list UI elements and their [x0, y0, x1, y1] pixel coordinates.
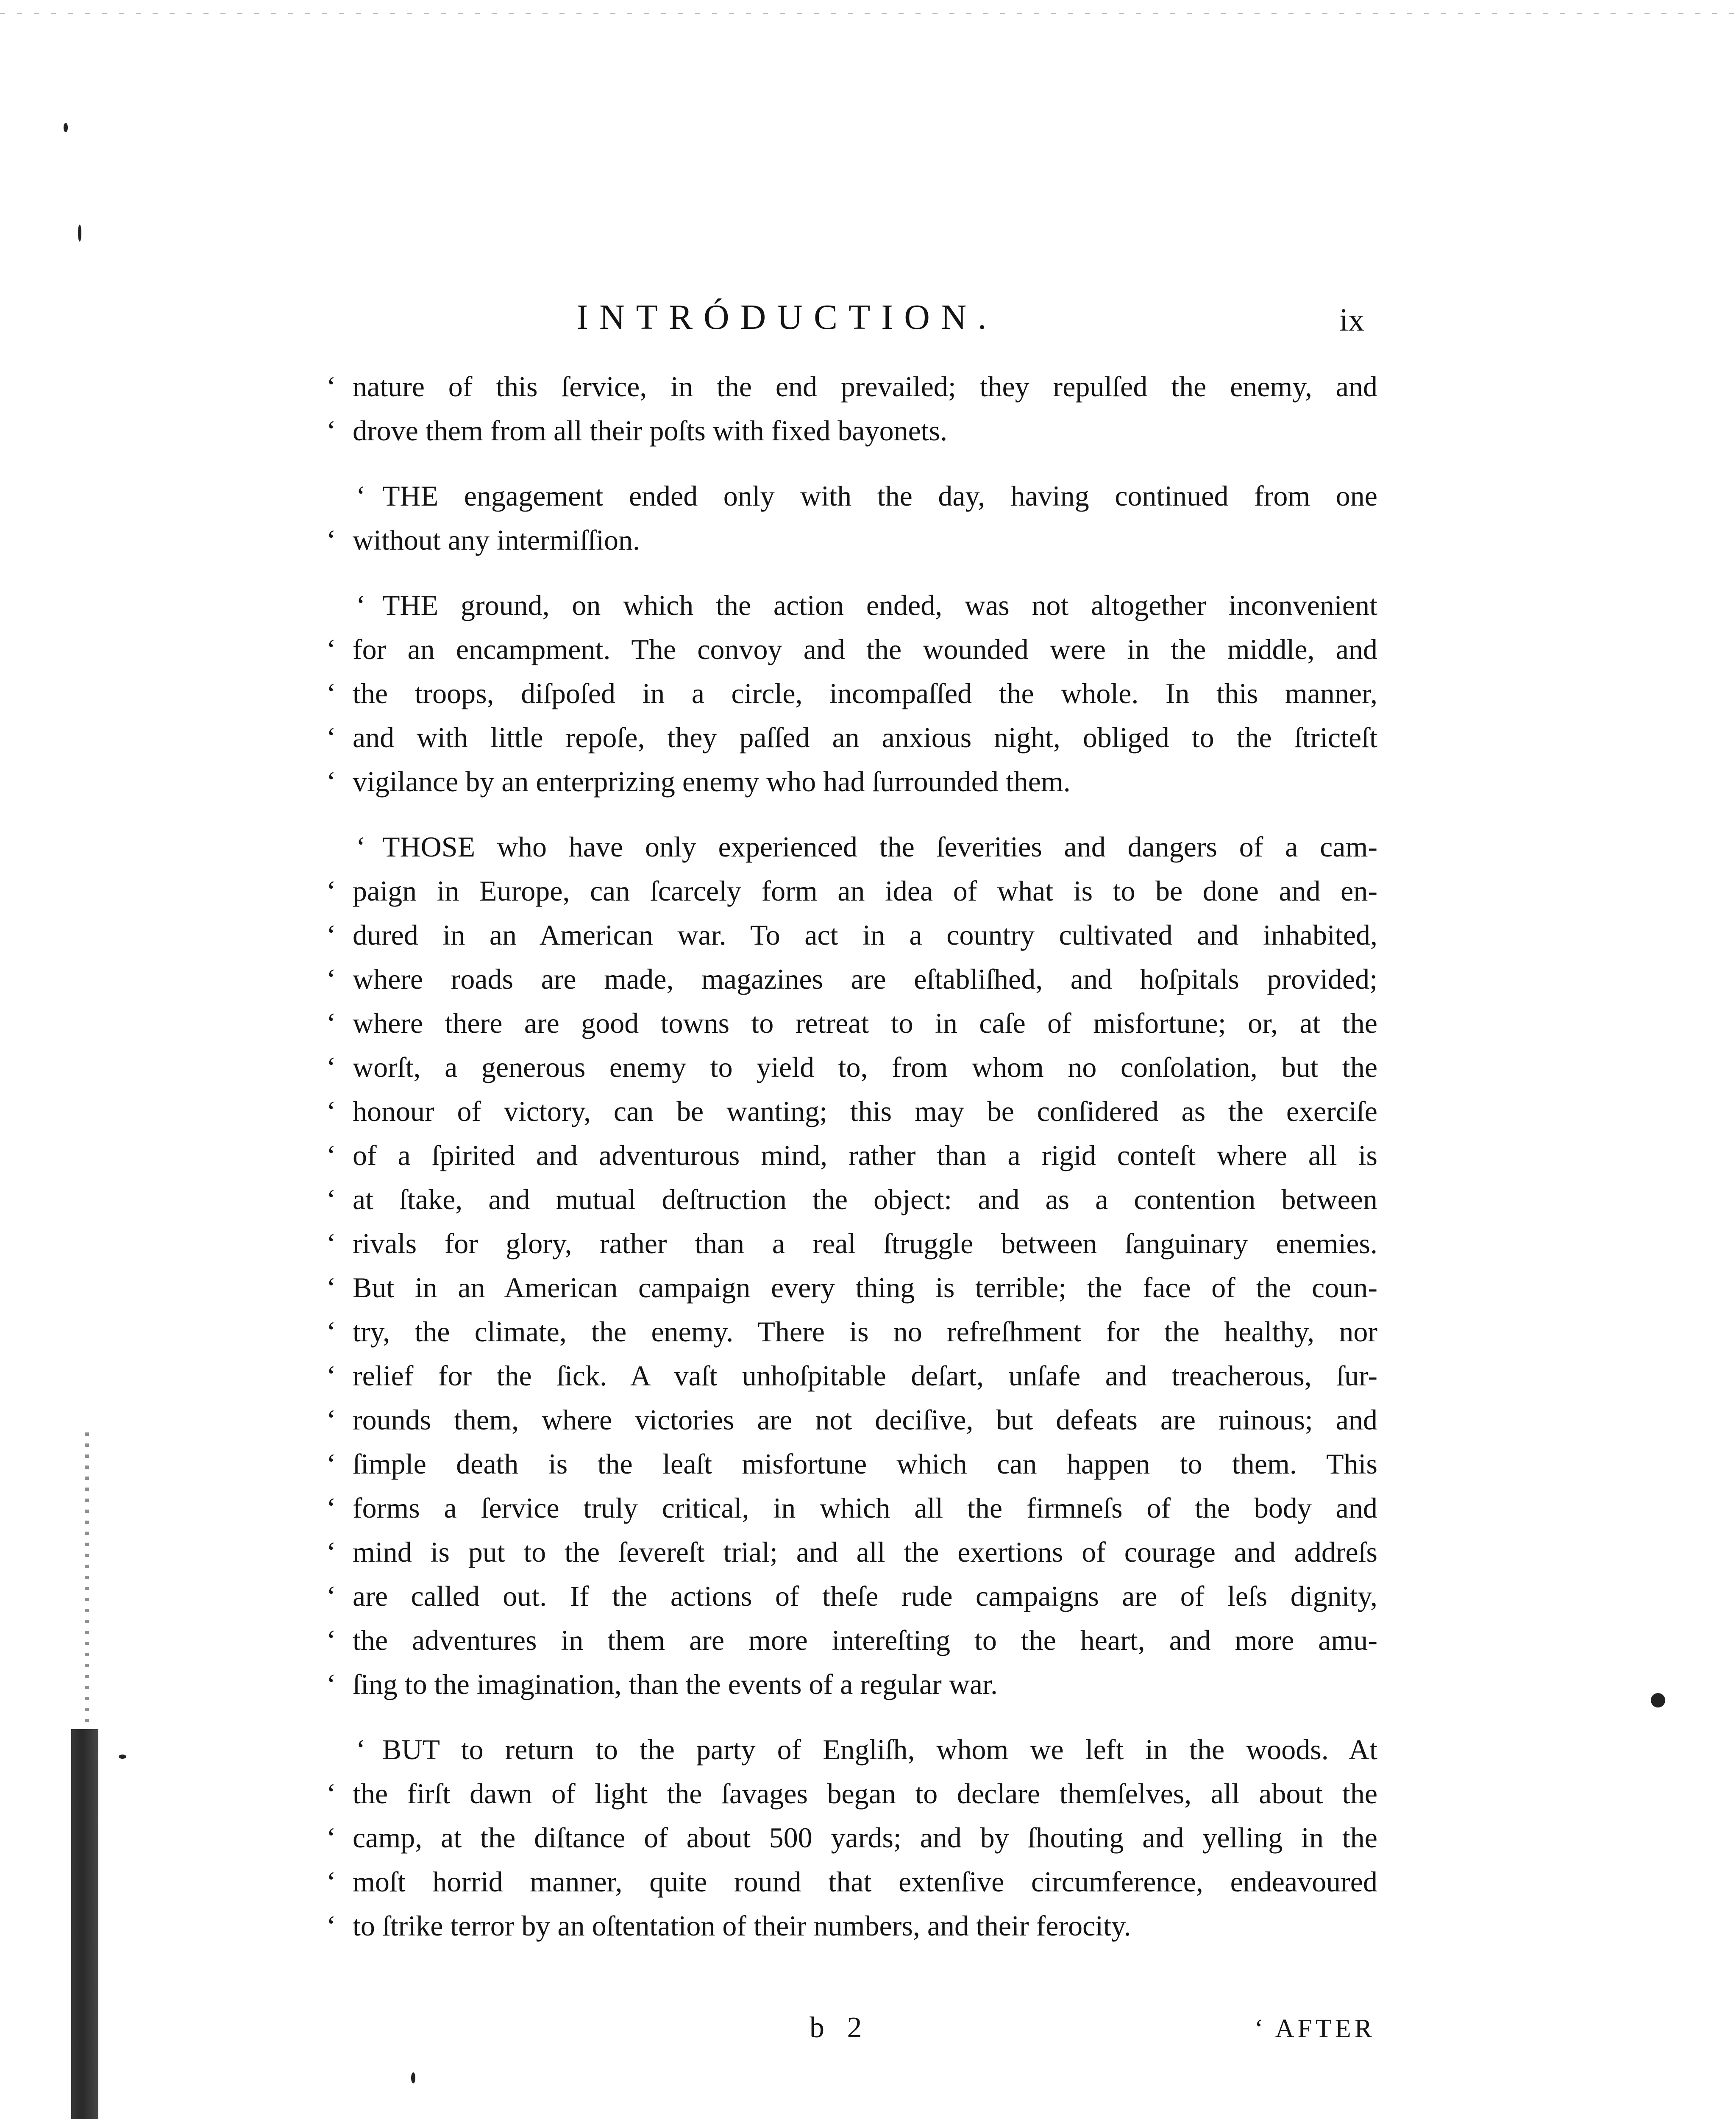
binding-shadow	[85, 1432, 89, 1729]
line-text: ſimple death is the leaſt misfortune which can happen to them. This	[353, 1448, 1377, 1480]
text-line	[326, 869, 1377, 913]
text-line	[326, 1618, 1377, 1662]
scan-speck	[1651, 1693, 1665, 1707]
line-text: dured in an American war. To act in a country cultivated and inhabited,	[353, 919, 1377, 951]
line-text: BUT to return to the party of Engliſh, whom we left in the woods. At	[382, 1733, 1377, 1766]
quote-mark: ‘	[326, 677, 336, 709]
line-text: forms a ſervice truly critical, in which all the firmneſs of the body and	[353, 1492, 1377, 1524]
text-line	[326, 1860, 1377, 1904]
text-line	[326, 627, 1377, 671]
quote-mark: ‘	[326, 1448, 336, 1480]
running-title: INTRÓDUCTION.	[576, 298, 998, 337]
line-text: where roads are made, magazines are eſtabliſhed, and hoſpitals provided;	[353, 963, 1377, 995]
quote-mark: ‘	[326, 1536, 336, 1568]
text-line	[326, 1354, 1377, 1398]
line-text: are called out. If the actions of theſe rude campaigns are of leſs dignity,	[353, 1580, 1377, 1612]
quote-mark: ‘	[356, 831, 366, 863]
quote-mark: ‘	[326, 1139, 336, 1171]
quote-mark: ‘	[326, 1227, 336, 1260]
line-text: camp, at the diſtance of about 500 yards; and by ſhouting and yelling in the	[353, 1821, 1377, 1854]
quote-mark: ‘	[326, 1580, 336, 1612]
text-line	[326, 825, 1377, 869]
text-line	[326, 1265, 1377, 1310]
text-line	[326, 1816, 1377, 1860]
line-text: the firſt dawn of light the ſavages began to declare themſelves, all about the	[353, 1777, 1377, 1810]
text-line	[326, 759, 1377, 804]
text-line	[326, 1398, 1377, 1442]
text-line	[326, 474, 1377, 518]
line-text: relief for the ſick. A vaſt unhoſpitable deſart, unſafe and treacherous, ſur-	[353, 1360, 1377, 1392]
paragraph	[326, 364, 1377, 453]
line-text: for an encampment. The convoy and the wounded were in the middle, and	[353, 633, 1377, 665]
quote-mark: ‘	[356, 480, 366, 512]
line-text: THOSE who have only experienced the ſeverities and dangers of a cam-	[382, 831, 1377, 863]
line-text: rounds them, where victories are not deciſive, but defeats are ruinous; and	[353, 1404, 1377, 1436]
line-text: But in an American campaign every thing is terrible; the face of the coun-	[353, 1271, 1377, 1304]
line-text: worſt, a generous enemy to yield to, from whom no conſolation, but the	[353, 1051, 1377, 1083]
quote-mark: ‘	[326, 1821, 336, 1854]
line-text: moſt horrid manner, quite round that extenſive circumference, endeavoured	[353, 1866, 1377, 1898]
line-text: of a ſpirited and adventurous mind, rather than a rigid conteſt where all is	[353, 1139, 1377, 1171]
line-text: the troops, diſpoſed in a circle, incompaſſed the whole. In this manner,	[353, 677, 1377, 709]
quote-mark: ‘	[326, 1271, 336, 1304]
line-text: THE ground, on which the action ended, was not altogether inconvenient	[382, 589, 1377, 621]
quote-mark: ‘	[326, 1777, 336, 1810]
scan-speck	[411, 2072, 415, 2083]
text-line	[326, 1045, 1377, 1089]
line-text: at ſtake, and mutual deſtruction the object: and as a contention between	[353, 1183, 1377, 1215]
text-line	[326, 1133, 1377, 1177]
text-line	[326, 957, 1377, 1001]
text-line	[326, 1001, 1377, 1045]
quote-mark: ‘	[326, 765, 336, 798]
text-line	[326, 1486, 1377, 1530]
text-line	[326, 671, 1377, 715]
quote-mark: ‘	[326, 963, 336, 995]
body-text	[326, 364, 1377, 1969]
quote-mark: ‘	[326, 1095, 336, 1127]
scan-edge-top	[0, 13, 1736, 14]
text-line	[326, 715, 1377, 759]
quote-mark: ‘	[326, 1315, 336, 1348]
quote-mark: ‘	[326, 1404, 336, 1436]
quote-mark: ‘	[326, 370, 336, 403]
quote-mark: ‘	[326, 1866, 336, 1898]
quote-mark: ‘	[326, 524, 336, 556]
quote-mark: ‘	[356, 1733, 366, 1766]
quote-mark: ‘	[326, 1051, 336, 1083]
line-text: and with little repoſe, they paſſed an anxious night, obliged to the ſtricteſt	[353, 721, 1377, 754]
paragraph	[326, 583, 1377, 804]
text-line	[326, 583, 1377, 627]
text-line	[326, 1530, 1377, 1574]
binding-shadow	[71, 1729, 98, 2119]
signature-mark: b 2	[810, 2011, 870, 2044]
line-text: THE engagement ended only with the day, having continued from one	[382, 480, 1377, 512]
line-text: without any intermiſſion.	[353, 524, 640, 556]
paragraph	[326, 1727, 1377, 1948]
line-text: the adventures in them are more intereſting to the heart, and more amu-	[353, 1624, 1377, 1656]
line-text: paign in Europe, can ſcarcely form an idea of what is to be done and en-	[353, 875, 1377, 907]
text-line	[326, 1771, 1377, 1816]
text-line	[326, 1727, 1377, 1771]
quote-mark: ‘	[326, 1624, 336, 1656]
text-line	[326, 1662, 1377, 1706]
text-line	[326, 1574, 1377, 1618]
text-line	[326, 913, 1377, 957]
quote-mark: ‘	[326, 1668, 336, 1700]
quote-mark: ‘	[326, 633, 336, 665]
line-text: nature of this ſervice, in the end prevailed; they repulſed the enemy, and	[353, 370, 1377, 403]
scan-speck	[119, 1755, 126, 1759]
line-text: where there are good towns to retreat to in caſe of misfortune; or, at the	[353, 1007, 1377, 1039]
line-text: rivals for glory, rather than a real ſtruggle between ſanguinary enemies.	[353, 1227, 1377, 1260]
scan-speck	[64, 123, 68, 132]
text-line	[326, 518, 1377, 562]
text-line	[326, 409, 1377, 453]
catchword: ‘ AFTER	[1255, 2014, 1376, 2043]
quote-mark: ‘	[326, 414, 336, 447]
quote-mark: ‘	[326, 1183, 336, 1215]
text-line	[326, 1221, 1377, 1265]
text-line	[326, 1177, 1377, 1221]
quote-mark: ‘	[326, 1910, 336, 1942]
line-text: try, the climate, the enemy. There is no refreſhment for the healthy, nor	[353, 1315, 1377, 1348]
line-text: to ſtrike terror by an oſtentation of their numbers, and their ferocity.	[353, 1910, 1131, 1942]
line-text: ſing to the imagination, than the events of a regular war.	[353, 1668, 998, 1700]
scan-speck	[78, 225, 81, 242]
line-text: honour of victory, can be wanting; this may be conſidered as the exerciſe	[353, 1095, 1377, 1127]
paragraph	[326, 825, 1377, 1706]
line-text: drove them from all their poſts with fixed bayonets.	[353, 414, 948, 447]
line-text: vigilance by an enterprizing enemy who had ſurrounded them.	[353, 765, 1071, 798]
page-number: ix	[1339, 302, 1365, 338]
quote-mark: ‘	[326, 1492, 336, 1524]
quote-mark: ‘	[326, 1360, 336, 1392]
quote-mark: ‘	[326, 875, 336, 907]
text-line	[326, 1310, 1377, 1354]
quote-mark: ‘	[326, 721, 336, 754]
quote-mark: ‘	[326, 1007, 336, 1039]
text-line	[326, 1904, 1377, 1948]
paragraph	[326, 474, 1377, 562]
line-text: mind is put to the ſevereſt trial; and all the exertions of courage and addreſs	[353, 1536, 1377, 1568]
quote-mark: ‘	[326, 919, 336, 951]
quote-mark: ‘	[356, 589, 366, 621]
text-line	[326, 364, 1377, 409]
text-line	[326, 1442, 1377, 1486]
text-line	[326, 1089, 1377, 1133]
